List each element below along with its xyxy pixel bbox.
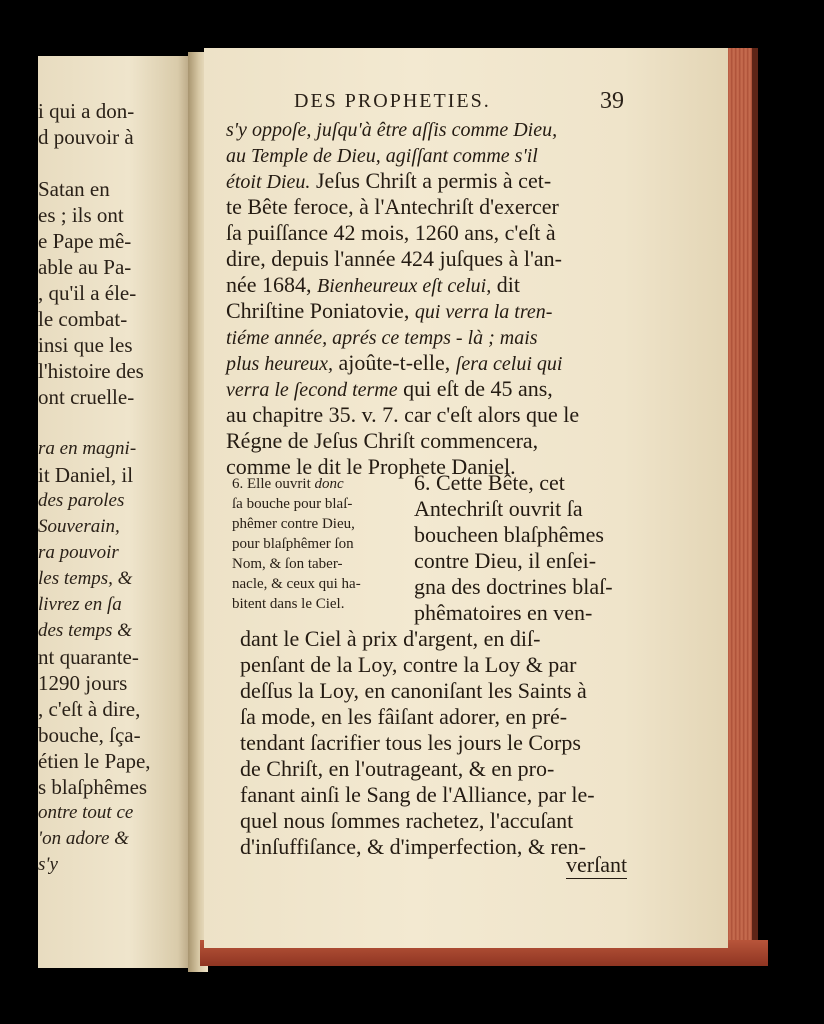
main-text-line-segment: ajoûte-t-elle,	[333, 350, 456, 375]
continued-line: fanant ainſi le Sang de l'Alliance, par le-	[240, 782, 595, 807]
main-text-line-segment: plus heureux,	[226, 353, 334, 375]
main-text-line-segment: ſa puiſſance 42 mois, 1260 ans, c'eſt à	[226, 220, 556, 245]
left-page-text	[38, 98, 198, 878]
running-head	[294, 90, 624, 113]
main-text-line	[226, 142, 638, 168]
left-page-line: ont cruelle-	[38, 385, 135, 409]
left-page-line: bouche, ſça-	[38, 723, 141, 747]
left-page-line: s blaſphêmes	[38, 775, 148, 799]
left-page-line: nt quarante-	[38, 645, 139, 669]
marginal-note-line-segment: phêmer contre Dieu,	[232, 516, 355, 532]
marginal-note-line-segment: Nom, & ſon taber-	[232, 556, 343, 572]
main-text-line-segment: qui eſt de 45 ans,	[397, 376, 553, 401]
left-page-line: it Daniel, il	[38, 463, 134, 487]
left-page-line: des paroles	[38, 490, 125, 511]
continued-paragraph	[240, 626, 640, 860]
marginal-note-line	[232, 594, 402, 614]
continued-line: dant le Ciel à prix d'argent, en diſ-	[240, 626, 541, 651]
main-text-line	[226, 376, 638, 402]
left-page-line: es ; ils ont	[38, 203, 124, 227]
verse-six-line: phêmatoires en ven-	[414, 600, 593, 625]
main-text-line-segment: dit	[491, 272, 520, 297]
continued-line: tendant ſacrifier tous les jours le Corps	[240, 730, 581, 755]
main-text-line-segment: tiéme année, aprés ce temps - là ; mais	[226, 327, 538, 349]
main-text-line-segment: Chriſtine Poniatovie,	[226, 298, 415, 323]
left-page-line: i qui a don-	[38, 99, 135, 123]
main-text-line-segment: ſera celui qui	[455, 353, 563, 375]
verse-six-line: 6. Cette Bête, cet	[414, 470, 565, 495]
main-text-line-segment: te Bête feroce, à l'Antechriſt d'exercer	[226, 194, 559, 219]
verse-six-line: gna des doctrines blaſ-	[414, 574, 613, 599]
verse-six-line: Antechriſt ouvrit ſa	[414, 496, 583, 521]
main-text-line-segment: comme le dit le Prophete Daniel.	[226, 454, 516, 479]
main-text-line-segment: qui verra la tren-	[414, 301, 553, 323]
main-text-line-segment: verra le ſecond terme	[226, 379, 398, 401]
left-page-line: livrez en ſa	[38, 594, 122, 615]
left-page-line: des temps &	[38, 620, 132, 641]
marginal-note-line	[232, 574, 402, 594]
main-text-line	[226, 350, 638, 376]
main-text-line	[226, 298, 638, 324]
left-page-line: ontre tout ce	[38, 802, 134, 823]
marginal-note-line	[232, 514, 402, 534]
left-page-line: s'y	[38, 854, 58, 875]
verse-six-line: boucheen blaſphêmes	[414, 522, 604, 547]
marginal-note-line-segment: 6. Elle ouvrit	[232, 476, 315, 492]
marginal-note-line-segment: ſa bouche pour blaſ-	[232, 496, 353, 512]
left-page-line: étien le Pape,	[38, 749, 151, 773]
continued-line: d'inſuffiſance, & d'imperfection, & ren-	[240, 834, 586, 859]
continued-line: ſa mode, en les fâiſant adorer, en pré-	[240, 704, 568, 729]
left-page-line: 1290 jours	[38, 671, 128, 695]
left-page-line: l'histoire des	[38, 359, 144, 383]
left-page-line: Souverain,	[38, 516, 120, 537]
continued-line: de Chriſt, en l'outrageant, & en pro-	[240, 756, 555, 781]
marginal-note-line	[232, 534, 402, 554]
main-text-line	[226, 168, 638, 194]
main-text-line-segment: Bienheureux eſt celui,	[317, 275, 492, 297]
left-page-line: les temps, &	[38, 568, 133, 589]
continued-line: quel nous ſommes rachetez, l'accuſant	[240, 808, 574, 833]
left-page-line: Satan en	[38, 177, 110, 201]
left-page-line: able au Pa-	[38, 255, 132, 279]
left-page-line: 'on adore &	[38, 828, 129, 849]
main-text-line	[226, 324, 638, 350]
main-text-line-segment: Régne de Jeſus Chriſt commencera,	[226, 428, 539, 453]
main-text-line	[226, 272, 638, 298]
left-page-line	[38, 410, 198, 436]
running-head-title: DES PROPHETIES.	[294, 90, 491, 112]
left-page-line: , qu'il a éle-	[38, 281, 137, 305]
verse-six-paragraph	[414, 470, 640, 626]
main-text-line-segment: s'y oppoſe, juſqu'à être aſſis comme Dieu,	[226, 119, 558, 141]
left-page-line: le combat-	[38, 307, 128, 331]
main-text-line	[226, 194, 638, 220]
page-number: 39	[600, 88, 624, 114]
left-page-line: insi que les	[38, 333, 133, 357]
main-text-line-segment: Jeſus Chriſt a permis à cet-	[310, 168, 552, 193]
verse-six-line: contre Dieu, il enſei-	[414, 548, 597, 573]
page-edges	[724, 48, 758, 950]
left-page-line: e Pape mê-	[38, 229, 132, 253]
left-page-line: ra en magni-	[38, 438, 137, 459]
left-page-line: ra pouvoir	[38, 542, 119, 563]
main-text-line	[226, 116, 638, 142]
main-text-line-segment: née 1684,	[226, 272, 318, 297]
left-page-line	[38, 150, 198, 176]
main-text-line-segment: au Temple de Dieu, agiſſant comme s'il	[226, 145, 538, 167]
left-page-line: d pouvoir à	[38, 125, 134, 149]
continued-line: penſant de la Loy, contre la Loy & par	[240, 652, 577, 677]
marginal-note-line	[232, 474, 402, 494]
marginal-note-line-segment: pour blaſphêmer ſon	[232, 536, 354, 552]
marginal-note-line-segment: nacle, & ceux qui ha-	[232, 576, 361, 592]
marginal-note	[232, 474, 402, 614]
main-text-line-segment: étoit Dieu.	[226, 171, 311, 193]
main-text-line-segment: au chapitre 35. v. 7. car c'eſt alors que le	[226, 402, 580, 427]
marginal-note-line	[232, 494, 402, 514]
continued-line: deſſus la Loy, en canoniſant les Saints à	[240, 678, 587, 703]
main-text-line	[226, 246, 638, 272]
main-paragraph	[226, 116, 638, 480]
marginal-note-line	[232, 554, 402, 574]
catchword: verſant	[566, 852, 628, 877]
marginal-note-line-segment: bitent dans le Ciel.	[232, 596, 345, 612]
left-page-line: , c'eſt à dire,	[38, 697, 141, 721]
main-text-line	[226, 402, 638, 428]
main-text-line	[226, 428, 638, 454]
marginal-note-line-segment: donc	[314, 476, 344, 492]
main-text-line	[226, 220, 638, 246]
main-text-line-segment: dire, depuis l'année 424 juſques à l'an-	[226, 246, 562, 271]
